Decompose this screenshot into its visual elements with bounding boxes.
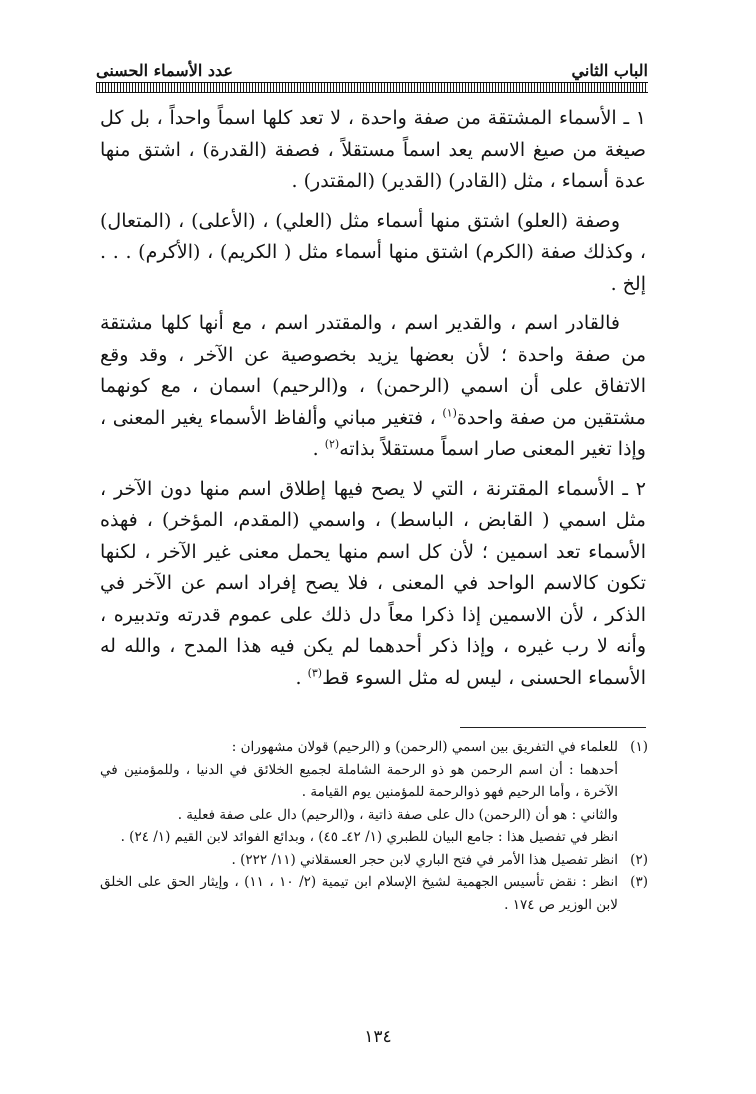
paragraph-text: فالقادر اسم ، والقدير اسم ، والمقتدر اسم ، مع أنها كلها مشتقة من صفة واحدة ؛ لأن بعضها يزيد بخصوصية عن الآخر ، وقد وقع الاتفاق على أن اسمي (الرحمن) ، و(الرحيم) اسمان ، مع كونهما مشتقين من صفة واحدة (100, 312, 646, 429)
main-text (100, 103, 646, 702)
footnote-1 (100, 736, 648, 849)
page-number: ١٣٤ (364, 1027, 392, 1047)
chapter-title: الباب الثاني (571, 61, 648, 80)
paragraph-text: ٢ ـ الأسماء المقترنة ، التي لا يصح فيها إطلاق اسم منها دون الآخر ، مثل اسمي ( القابض ، الباسط) ، واسمي (المقدم، المؤخر) ، فهذه الأسماء تعد اسمين ؛ لأن كل اسم منها يحمل معنى غير الآخر ، لكنها تكون كالاسم الواحد في المعنى ، فلا يصح إفراد اسم عن الآخر في الذكر ، لأن الاسمين إذا ذكرا معاً دل ذلك على عموم قدرته وتدبيره ، وأنه لا رب غيره ، وإذا ذكر أحدهما لم يكن فيه هذا المدح ، والله له الأسماء الحسنى ، ليس له مثل السوء قط (100, 477, 646, 689)
footnotes (100, 736, 648, 916)
footnote-ref-2[interactable]: (٢) (324, 437, 340, 451)
paragraph-text: . (295, 666, 308, 689)
footnote-ref-3[interactable]: (٣) (307, 666, 323, 680)
footnote-line: أحدهما : أن اسم الرحمن هو ذو الرحمة الشاملة لجميع الخلائق في الدنيا ، وللمؤمنين في الآخرة ، وأما الرحيم فهو ذوالرحمة للمؤمنين يوم القيامة . (100, 761, 618, 800)
section-title: عدد الأسماء الحسنى (96, 61, 233, 80)
paragraph-derived-names: ١ ـ الأسماء المشتقة من صفة واحدة ، لا تعد كلها اسماً واحداً ، بل كل صيغة من صيغ الاسم يعد اسماً مستقلاً ، فصفة (القدرة) ، اشتق منها عدة أسماء ، مثل (القادر) (القدير) (المقتدر) . (100, 107, 646, 192)
footnote-text: انظر تفصيل هذا الأمر في فتح الباري لابن حجر العسقلاني (١١/ ٢٢٢) . (231, 851, 618, 868)
running-header (96, 56, 648, 80)
paragraph-text: ، فتغير مباني وألفاظ الأسماء يغير المعنى ، وإذا تغير المعنى صار اسماً مستقلاً بذاته (100, 406, 646, 460)
paragraph-paired-names (100, 474, 646, 695)
header-decorative-rule (96, 82, 648, 93)
paragraph-separate-names (100, 308, 646, 466)
paragraph-highness-example: وصفة (العلو) اشتق منها أسماء مثل (العلي) ، (الأعلى) ، (المتعال) ، وكذلك صفة (الكرم) اشتق منها أسماء مثل ( الكريم) ، (الأكرم) . . . إلخ . (100, 209, 646, 295)
footnote-2 (100, 849, 648, 872)
footnote-3 (100, 871, 648, 916)
footnote-line: والثاني : هو أن (الرحمن) دال على صفة ذاتية ، و(الرحيم) دال على صفة فعلية . (177, 806, 618, 823)
footnote-text: انظر : نقض تأسيس الجهمية لشيخ الإسلام ابن تيمية (٢/ ١٠ ، ١١) ، وإيثار الحق على الخلق لابن الوزير ص ١٧٤ . (100, 874, 618, 913)
footnote-line: انظر في تفصيل هذا : جامع البيان للطبري (١/ ٤٢ـ ٤٥) ، وبدائع الفوائد لابن القيم (١/ ٢٤) . (120, 829, 618, 845)
footnote-line: للعلماء في التفريق بين اسمي (الرحمن) و (الرحيم) قولان مشهوران : (231, 739, 618, 755)
footnote-number: (٢) (630, 851, 648, 868)
paragraph-text: . (312, 438, 325, 460)
footnote-ref-1[interactable]: (١) (442, 406, 457, 420)
footnote-number: (١) (630, 739, 648, 755)
footnote-number: (٣) (630, 874, 648, 890)
footnote-separator (460, 727, 646, 728)
